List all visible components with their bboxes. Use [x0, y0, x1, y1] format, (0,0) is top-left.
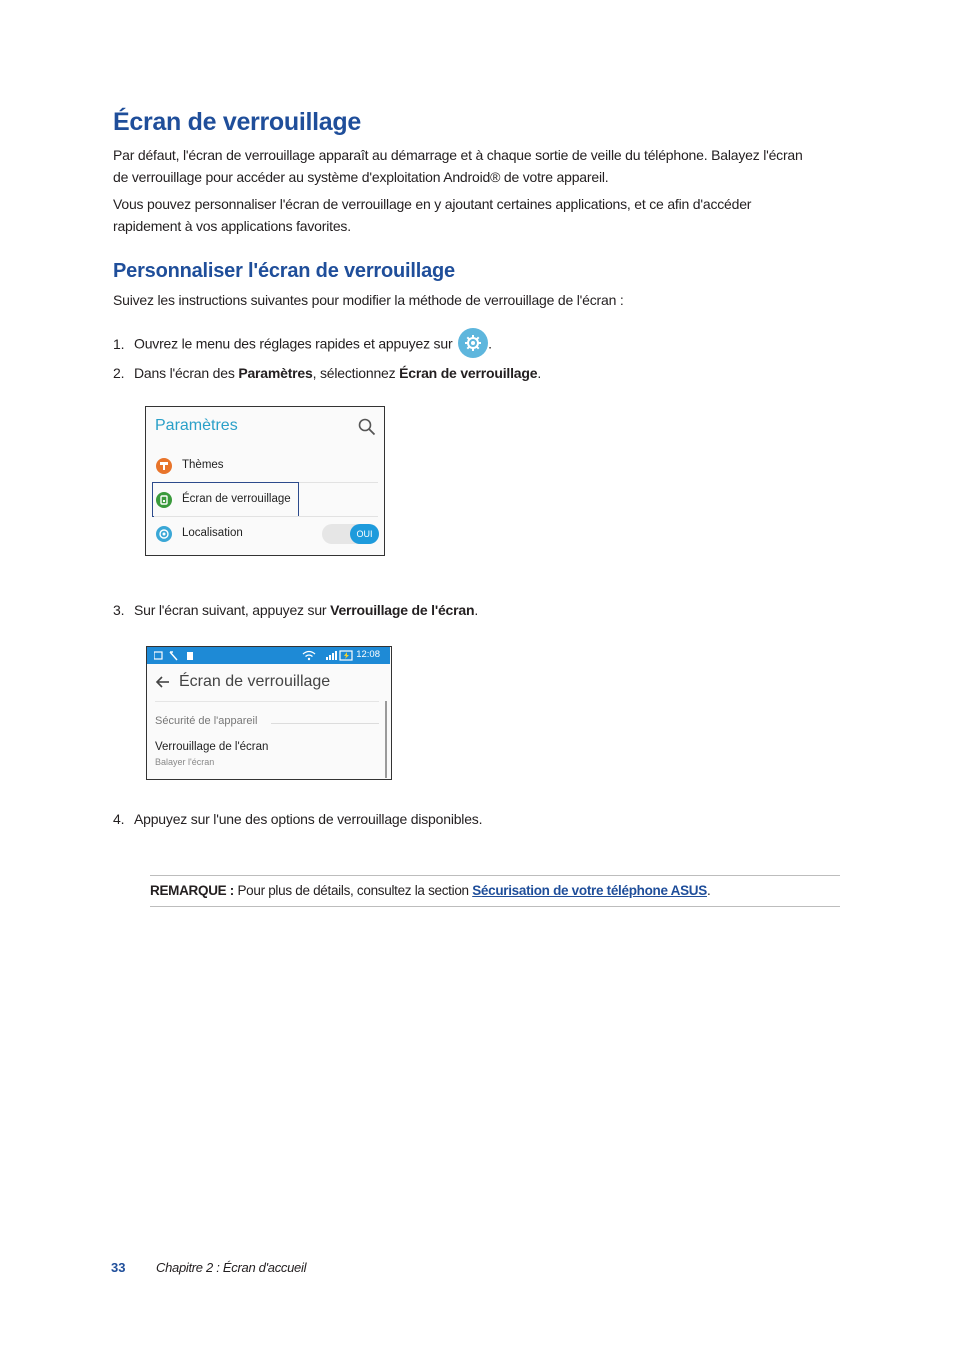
page-number: 33 [111, 1260, 126, 1275]
step-number: 4. [113, 811, 125, 827]
scrollbar[interactable] [385, 701, 387, 778]
location-toggle[interactable] [322, 524, 379, 544]
settings-title: Paramètres [155, 417, 238, 434]
step-text: Dans l'écran des [134, 365, 239, 381]
settings-screenshot [145, 406, 385, 556]
note-end: . [706, 883, 711, 898]
section-header: Sécurité de l'appareil [155, 715, 258, 727]
status-time: 12:08 [356, 649, 380, 660]
settings-item-label: Écran de verrouillage [182, 493, 291, 505]
lock-screen-screenshot [146, 646, 392, 780]
step-bold-parametres: Paramètres [238, 365, 313, 381]
step-number: 3. [113, 602, 125, 618]
settings-gear-icon [458, 328, 488, 358]
note-top-rule [150, 875, 840, 876]
section-lead: Suivez les instructions suivantes pour modifier la méthode de verrouillage de l'écran : [113, 292, 624, 308]
step-2 [113, 365, 541, 381]
step-text-end: . [474, 602, 479, 618]
divider [155, 701, 379, 702]
note-bottom-rule [150, 906, 840, 907]
step-3 [113, 602, 478, 618]
step-text-end: . [537, 365, 542, 381]
step-text-end: . [488, 335, 492, 352]
note-text: Pour plus de détails, consultez la section [234, 883, 473, 898]
notification-icons [154, 651, 200, 661]
step-number: 1. [113, 335, 125, 352]
step-text: Sur l'écran suivant, appuyez sur [134, 602, 331, 618]
location-icon [156, 526, 172, 542]
back-arrow-icon[interactable] [155, 675, 171, 689]
step-text-mid: , sélectionnez [312, 365, 400, 381]
chapter-title: Chapitre 2 : Écran d'accueil [156, 1260, 307, 1275]
step-4 [113, 811, 482, 827]
note [150, 883, 710, 898]
intro-paragraph-1: Par défaut, l'écran de verrouillage apparaît au démarrage et à chaque sortie de veille du téléphone. Balayez l'écran de verrouillage pour accéder au système d'exploitation Android® de votre appareil. [113, 147, 803, 185]
toggle-label: OUI [350, 524, 379, 544]
search-icon [358, 418, 376, 436]
status-bar [147, 647, 390, 664]
note-link[interactable]: Sécurisation de votre téléphone ASUS [472, 883, 707, 898]
step-bold-ecran: Écran de verrouillage [399, 365, 538, 381]
section-title: Personnaliser l'écran de verrouillage [113, 260, 455, 282]
screen-lock-option[interactable]: Verrouillage de l'écran [155, 741, 269, 753]
step-number: 2. [113, 365, 125, 381]
screen-lock-subtitle: Balayer l'écran [155, 757, 215, 767]
settings-item-themes[interactable] [146, 449, 382, 482]
step-text: Appuyez sur l'une des options de verrouillage disponibles. [134, 811, 483, 827]
settings-item-label: Localisation [182, 527, 243, 539]
page-title: Écran de verrouillage [113, 108, 361, 136]
signal-battery-icons [302, 650, 354, 661]
themes-icon [156, 458, 172, 474]
selection-highlight [152, 482, 299, 517]
settings-item-label: Thèmes [182, 459, 224, 471]
step-text: Ouvrez le menu des réglages rapides et appuyez sur [134, 335, 453, 352]
note-label: REMARQUE : [150, 883, 234, 898]
lock-screen-title: Écran de verrouillage [179, 673, 331, 690]
intro-paragraph-2: Vous pouvez personnaliser l'écran de verrouillage en y ajoutant certaines applications, et ce afin d'accéder rapidement à vos applications favorites. [113, 196, 752, 234]
step-1 [113, 330, 492, 360]
step-bold-verrouillage: Verrouillage de l'écran [330, 602, 475, 618]
divider [271, 723, 379, 724]
